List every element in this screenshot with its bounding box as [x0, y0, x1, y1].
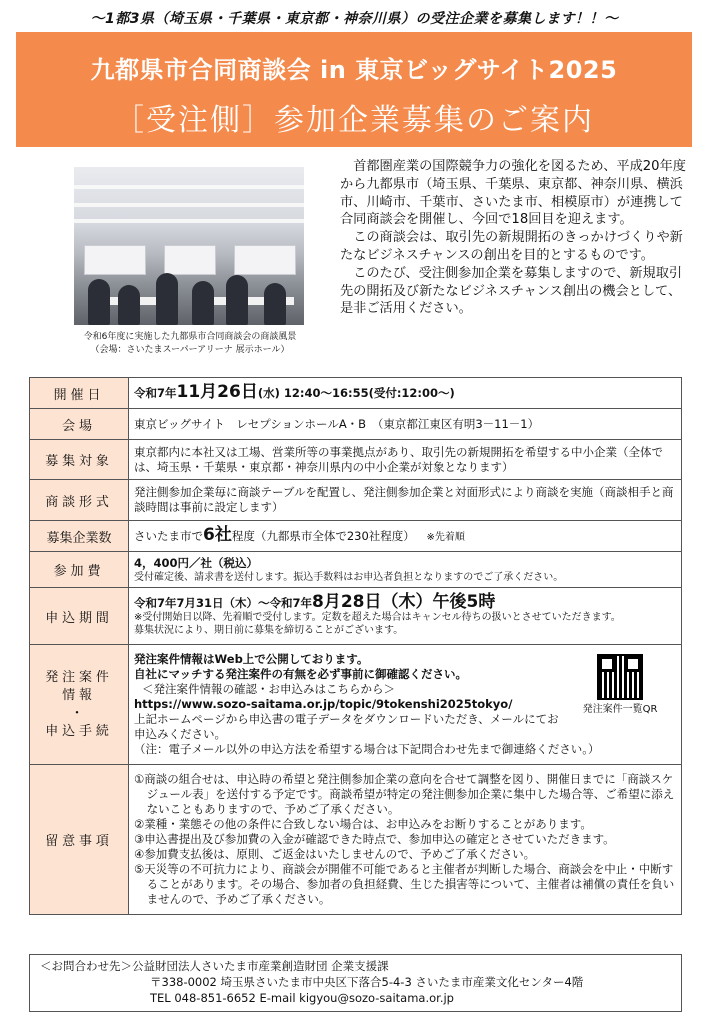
date-label: 開催日: [30, 378, 129, 409]
note-item: ②業種・業態その他の条件に合致しない場合は、お申込みをお断りすることがあります。: [134, 817, 592, 831]
intro-paragraph: このたび、受注側参加企業を募集しますので、新規取引先の開拓及び新たなビジネスチャンス創出の機会として、是非ご活用ください。: [340, 265, 683, 317]
notes-label: 留意事項: [30, 765, 129, 915]
photo-caption: 令和6年度に実施した九都県市合同商談会の商談風景 （会場：さいたまスーパーアリーナ 展示ホール）: [83, 332, 297, 355]
contact-box: [29, 954, 682, 1012]
intro-text: [340, 158, 692, 318]
title-banner: [16, 32, 692, 147]
target-label: 募集対象: [30, 440, 129, 480]
intro-paragraph: この商談会は、取引先の新規開拓のきっかけづくりや新たなビジネスチャンスの創出を目的とするものです。: [340, 230, 683, 263]
venue-value: 東京ビッグサイト レセプションホールA・B （東京都江東区有明3－11－1）: [129, 409, 682, 440]
format-label: 商談形式: [30, 480, 129, 521]
note-item: ⑤天災等の不可抗力により、商談会が開催不可能であると主催者が判断した場合、商談会を中止・中断することがあります。その場合、参加者の負担経費、生じた損害等について、主催者は補償の責任を負いませんので、予めご了承ください。: [134, 862, 675, 906]
top-announcement: ～1都3県（埼玉県・千葉県・東京都・神奈川県）の受注企業を募集します！！～: [90, 11, 619, 27]
qr-code[interactable]: 発注案件一覧QR: [568, 652, 672, 717]
note-item: ①商談の組合せは、申込時の希望と発注側参加企業の意向を合せて調整を図り、開催日までに「商談スケジュール表」を送付する予定です。商談希望が特定の発注側参加企業に集中した場合等、ご希望に添えないこともありますので、予めご了承ください。: [134, 772, 675, 816]
period-label: 申込期間: [30, 588, 129, 645]
contact-org: ＜お問合わせ先＞公益財団法人さいたま市産業創造財団 企業支援課: [40, 959, 389, 973]
contact-tel-email: TEL 048-851-6652 E-mail kigyou@sozo-saitama.or.jp: [150, 991, 454, 1005]
note-item: ③申込書提出及び参加費の入金が確認できた時点で、参加申込の確定とさせていただきます。: [134, 832, 615, 846]
fee-label: 参加費: [30, 552, 129, 588]
event-title: 九都県市合同商談会 in 東京ビッグサイト2025: [90, 56, 618, 84]
note-item: ④参加費支払後は、原則、ご返金はいたしませんので、予めご了承ください。: [134, 847, 536, 861]
intro-paragraph: 首都圏産業の国際競争力の強化を図るため、平成20年度から九都県市（埼玉県、千葉県、東京都、神奈川県、横浜市、川崎市、千葉市、さいたま市、相模原市）が連携して合同商談会を開催し、今回で18回目を迎えます。: [340, 159, 686, 228]
contact-address: 〒338-0002 埼玉県さいたま市中央区下落合5-4-3 さいたま市産業文化センター4階: [150, 975, 584, 989]
application-url-link[interactable]: https://www.sozo-saitama.or.jp/topic/9tokenshi2025tokyo/: [134, 697, 513, 711]
qr-icon: [597, 654, 643, 700]
period-value: 令和7年7月31日（木）～令和7年8月28日（木）午後5時 ※受付開始日以降、先着順で受付します。定数を超えた場合はキャンセル待ちの扱いとさせていただきます。 募集状況により、期日前に募集を締切ることがございます。: [129, 588, 682, 645]
procedure-value: 発注案件一覧QR 発注案件情報はWeb上で公開しております。 自社にマッチする発注案件の有無を必ず事前に御確認ください。 ＜発注案件情報の確認・お申込みはこちらから＞ https://www.sozo-saitama.or.jp/topic/9tokenshi2025tokyo/ 上記ホームページから申込書の電子データをダウンロードいただき、メールにてお申込みください。 （注：電子メール以外の申込方法を希望する場合は下記問合わせ先まで御連絡ください。）: [129, 645, 682, 765]
count-label: 募集企業数: [30, 521, 129, 552]
notes-value: [129, 765, 682, 915]
date-value: 令和7年11月26日(水) 12:40～16:55(受付:12:00～): [129, 378, 682, 409]
target-value: 東京都内に本社又は工場、営業所等の事業拠点があり、取引先の新規開拓を希望する中小企業（全体では、埼玉県・千葉県・東京都・神奈川県内の中小企業が対象となります）: [129, 440, 682, 480]
fee-value: 4，400円／社（税込） 受付確定後、請求書を送付します。振込手数料はお申込者負担となりますのでご了承ください。: [129, 552, 682, 588]
venue-label: 会場: [30, 409, 129, 440]
recruitment-title: ［受注側］参加企業募集のご案内: [114, 103, 594, 138]
procedure-label: 発注案件 情報 ・ 申込手続: [30, 645, 129, 765]
format-value: 発注側参加企業毎に商談テーブルを配置し、発注側参加企業と対面形式により商談を実施（商談相手と商談時間は事前に設定します）: [129, 480, 682, 521]
count-value: さいたま市で6社程度（九都県市全体で230社程度） ※先着順: [129, 521, 682, 552]
info-table: [29, 377, 682, 915]
event-photo: [74, 167, 304, 325]
